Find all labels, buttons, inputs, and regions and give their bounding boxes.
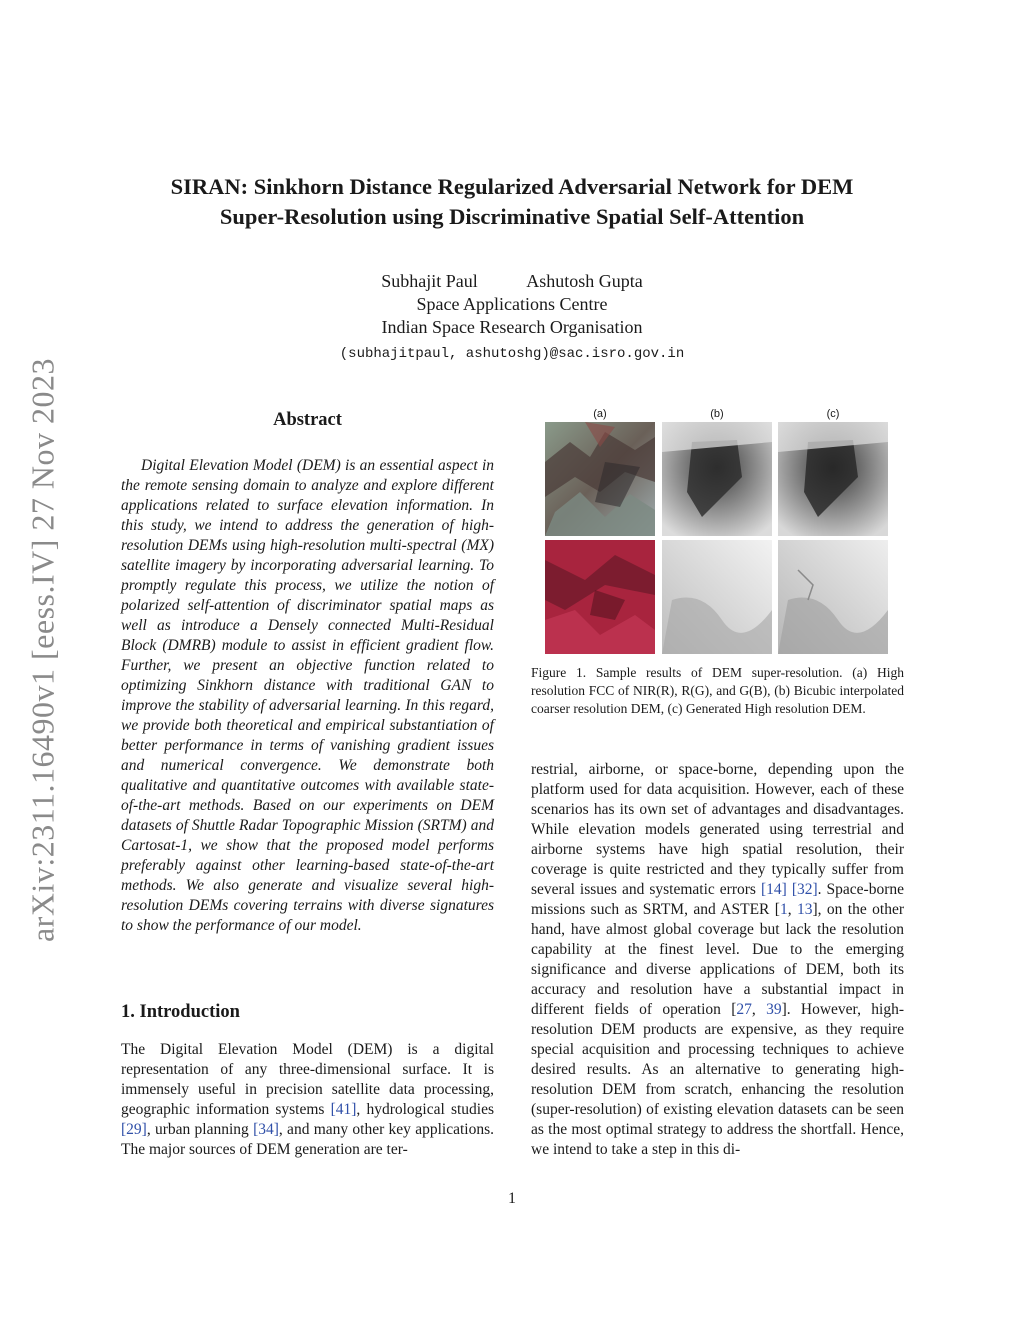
right-column-paragraph <box>531 760 904 1160</box>
abstract-body: Digital Elevation Model (DEM) is an essential aspect in the remote sensing domain to analyze and explore different applications related to surface elevation information. In this study, we intend to address the generation of high-resolution DEMs using high-resolution multi-spectral (MX) satellite imagery by incorporating adversarial learning. To promptly regulate this process, we utilize the notion of polarized self-attention of discriminator spatial maps as well as introduce a Densely connected Multi-Residual Block (DMRB) module to assist in efficient gradient flow. Further, we present an objective function related to optimizing Sinkhorn distance with traditional GAN to improve the stability of adversarial learning. In this regard, we provide both theoretical and empirical substantiation of better performance in terms of vanishing gradient issues and numerical convergence. We demonstrate both qualitative and quantitative outcomes with available state-of-the-art methods. Based on our experiments on DEM datasets of Shuttle Radar Topographic Mission (SRTM) and Cartosat-1, we show that the proposed model performs preferably against other learning-based state-of-the-art methods. We also generate and visualize several high-resolution DEMs covering terrains with diverse signatures to show the performance of our model. <box>121 457 494 934</box>
author-1: Subhajit Paul <box>381 271 478 291</box>
intro-text-3: , urban planning <box>146 1121 254 1138</box>
title-line-1: SIRAN: Sinkhorn Distance Regularized Adversarial Network for DEM <box>170 174 854 199</box>
citation-41[interactable]: [41] <box>330 1101 357 1118</box>
abstract-heading: Abstract <box>273 410 342 430</box>
bicubic-dem-top <box>662 422 772 536</box>
citation-1[interactable]: 1 <box>779 901 788 918</box>
right-text-2: . Space-borne missions such as SRTM, and ASTER [ <box>531 881 904 918</box>
citation-34[interactable]: [34] <box>253 1121 279 1138</box>
citation-32[interactable]: [32] <box>791 881 818 898</box>
page-number: 1 <box>508 1190 516 1207</box>
figure-label-a: (a) <box>593 408 607 420</box>
bicubic-dem-bottom <box>662 540 772 654</box>
citation-29[interactable]: [29] <box>121 1121 147 1138</box>
author-email: (subhajitpaul, ashutoshg)@sac.isro.gov.in <box>339 346 685 362</box>
intro-text-2: , hydrological studies <box>356 1101 494 1118</box>
figure-label-b: (b) <box>710 408 724 420</box>
introduction-heading: 1. Introduction <box>121 1002 240 1022</box>
right-text-6: ]. However, high-resolution DEM products are expensive, as they require special acquisition and processing techniques to achieve desired results. As an alternative to generating high-resolution DEM from scratch, enhancing the resolution (super-resolution) of existing elevation datasets can be seen as the most optimal strategy to address the shortfall. Hence, we intend to take a step in this di- <box>531 1001 905 1158</box>
figure-1 <box>545 408 889 658</box>
affiliation-2: Indian Space Research Organisation <box>381 317 643 337</box>
arxiv-sidebar <box>18 340 68 960</box>
author-names <box>120 270 904 293</box>
author-2: Ashutosh Gupta <box>526 271 643 291</box>
affiliation-1: Space Applications Centre <box>416 294 608 314</box>
generated-dem-bottom <box>778 540 888 654</box>
author-block <box>120 270 904 366</box>
right-text-1: restrial, airborne, or space-borne, depending upon the platform used for data acquisition. However, each of these scenarios has its own set of advantages and disadvantages. While elevation models generated using terrestrial and airborne systems have high spatial resolution, their coverage is quite restricted and they typically suffer from several issues and systematic errors <box>531 761 904 898</box>
right-text-3: , <box>787 901 797 918</box>
citation-14[interactable]: [14] <box>760 881 787 898</box>
right-text-4: ], on the other hand, have almost global coverage but lack the resolution capability at the finest level. Due to the emerging significance and diverse applications of DEM, both its accuracy and resolution have a substantial impact in different fields of operation [ <box>531 901 904 1018</box>
figure-caption: Figure 1. Sample results of DEM super-resolution. (a) High resolution FCC of NIR(R), R(G), and G(B), (b) Bicubic interpolated coarser resolution DEM, (c) Generated High resolution DEM. <box>531 665 904 716</box>
figure-label-c: (c) <box>826 408 840 420</box>
intro-text-1: The Digital Elevation Model (DEM) is a digital representation of any three-dimensional surface. It is immensely useful in precision satellite data processing, geographic information systems <box>121 1041 494 1118</box>
citation-27[interactable]: 27 <box>736 1001 752 1018</box>
fcc-image-bottom <box>545 540 655 654</box>
title-line-2: Super-Resolution using Discriminative Spatial Self-Attention <box>219 204 805 229</box>
generated-dem-top <box>778 422 888 536</box>
citation-39[interactable]: 39 <box>766 1001 782 1018</box>
citation-13[interactable]: 13 <box>796 901 813 918</box>
fcc-image-top <box>545 422 655 536</box>
introduction-paragraph <box>121 1040 494 1160</box>
intro-text-4: , and many other key applications. The major sources of DEM generation are ter- <box>121 1121 494 1158</box>
arxiv-identifier: arXiv:2311.16490v1 [eess.IV] 27 Nov 2023 <box>24 357 61 943</box>
paper-title <box>120 172 904 232</box>
right-text-5: , <box>751 1001 767 1018</box>
